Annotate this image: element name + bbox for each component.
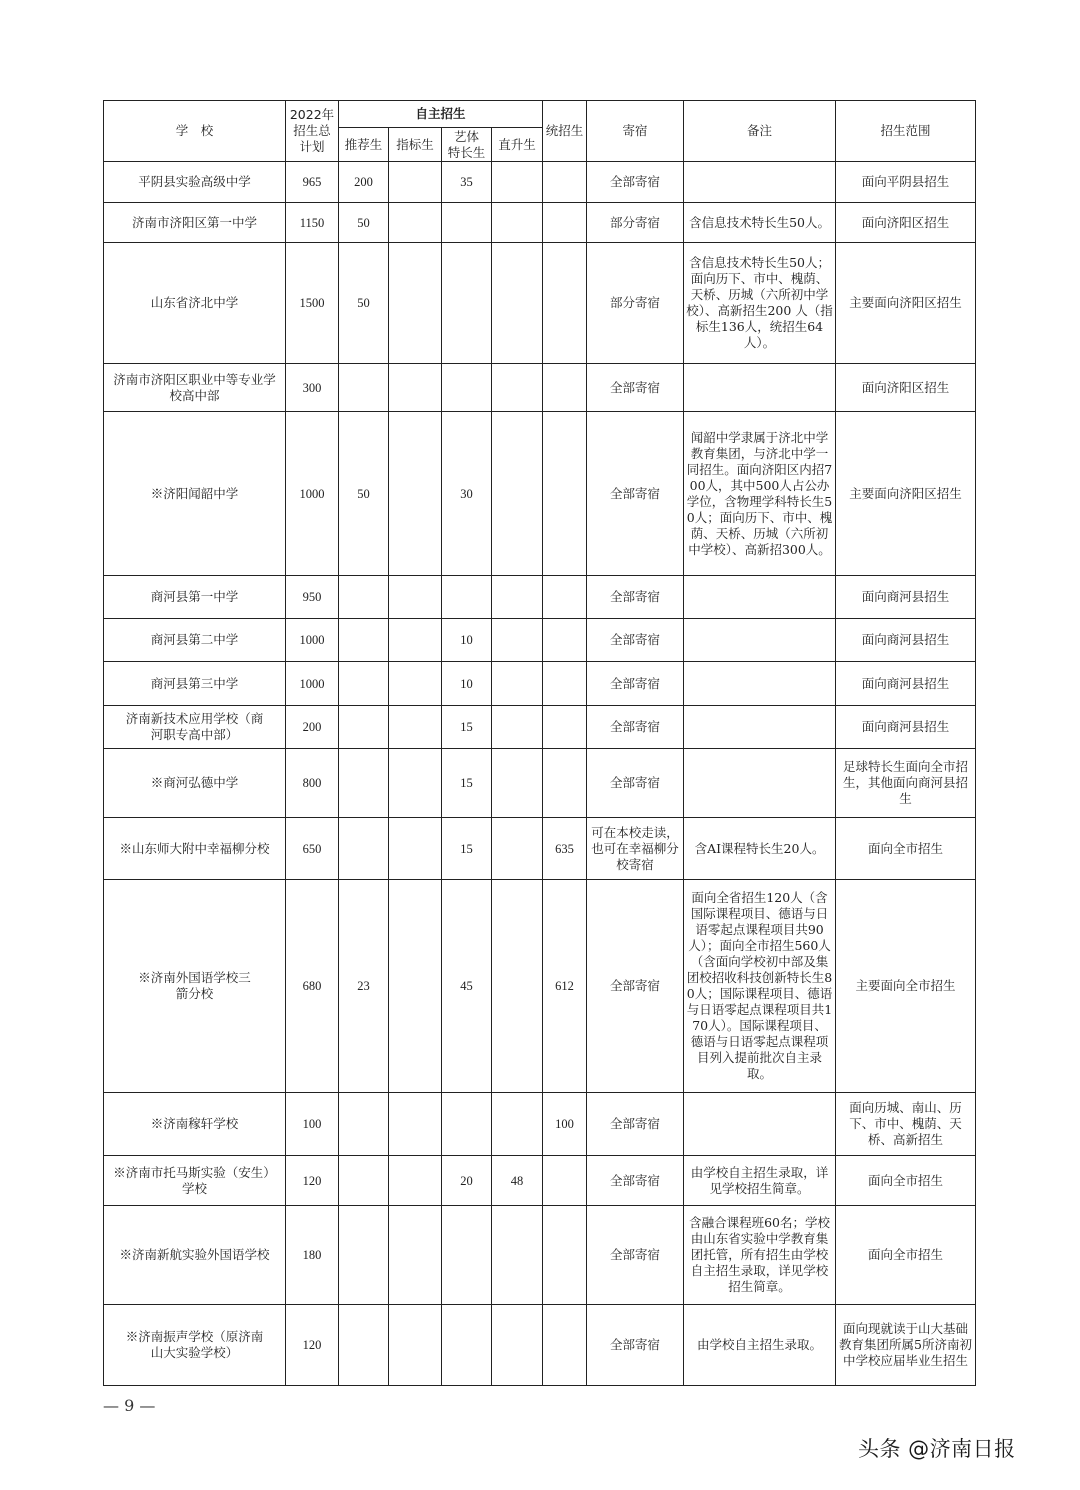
enrollment-table [103, 100, 976, 1386]
table-row [104, 662, 976, 706]
recommend-cell: 50 [339, 243, 389, 364]
school-name: 商河县第一中学 [150, 589, 239, 604]
direct-cell [492, 880, 543, 1093]
scope-cell: 足球特长生面向全市招生，其他面向商河县招生 [836, 749, 976, 818]
arts-cell: 10 [442, 619, 492, 662]
school-cell [104, 1206, 286, 1305]
school-name: ※济南市托马斯实验（安生）学校 [113, 1164, 276, 1196]
scope-cell: 面向平阴县招生 [836, 162, 976, 203]
unified-cell [543, 706, 587, 749]
quota-cell [389, 880, 442, 1093]
boarding-cell: 全部寄宿 [587, 619, 684, 662]
school-name: ※济南新航实验外国语学校 [119, 1247, 270, 1262]
table-row [104, 880, 976, 1093]
remarks-cell [684, 749, 836, 818]
quota-cell [389, 1093, 442, 1156]
boarding-cell: 全部寄宿 [587, 412, 684, 576]
scope-cell: 面向商河县招生 [836, 706, 976, 749]
arts-cell: 35 [442, 162, 492, 203]
quota-cell [389, 662, 442, 706]
remarks-cell [684, 576, 836, 619]
recommend-cell [339, 818, 389, 880]
scope-cell: 主要面向全市招生 [836, 880, 976, 1093]
scope-cell: 面向历城、南山、历下、市中、槐荫、天桥、高新招生 [836, 1093, 976, 1156]
school-name: ※济阳闻韶中学 [150, 485, 239, 501]
boarding-cell: 全部寄宿 [587, 364, 684, 412]
table-row [104, 412, 976, 576]
header-self-enrollment: 自主招生 [339, 101, 543, 128]
header-boarding: 寄宿 [587, 101, 684, 162]
remarks-cell: 含融合课程班60名；学校由山东省实验中学教育集团托管，所有招生由学校自主招生录取，详见学校招生简章。 [684, 1206, 836, 1305]
scope-cell: 面向商河县招生 [836, 576, 976, 619]
plan-cell: 1150 [286, 203, 339, 243]
remarks-cell: 闻韶中学隶属于济北中学教育集团，与济北中学一同招生。面向济阳区内招700人，其中500人占公办学位，含物理学科特长生50人；面向历下、市中、槐荫、天桥、历城（六所初中学校）、高新招300人。 [684, 412, 836, 576]
direct-cell: 48 [492, 1156, 543, 1206]
direct-cell [492, 412, 543, 576]
school-cell [104, 818, 286, 880]
recommend-cell [339, 662, 389, 706]
plan-cell: 1000 [286, 412, 339, 576]
table-row [104, 818, 976, 880]
recommend-cell [339, 619, 389, 662]
plan-cell: 950 [286, 576, 339, 619]
recommend-cell [339, 1156, 389, 1206]
boarding-cell: 全部寄宿 [587, 1305, 684, 1386]
school-cell [104, 749, 286, 818]
scope-cell: 面向济阳区招生 [836, 364, 976, 412]
school-cell [104, 412, 286, 576]
direct-cell [492, 576, 543, 619]
school-cell [104, 1305, 286, 1386]
recommend-cell: 50 [339, 412, 389, 576]
unified-cell [543, 364, 587, 412]
boarding-cell: 全部寄宿 [587, 576, 684, 619]
quota-cell [389, 1305, 442, 1386]
plan-cell: 1500 [286, 243, 339, 364]
boarding-cell: 可在本校走读，也可在幸福柳分校寄宿 [587, 818, 684, 880]
plan-cell: 965 [286, 162, 339, 203]
direct-cell [492, 706, 543, 749]
school-cell [104, 243, 286, 364]
arts-cell: 10 [442, 662, 492, 706]
recommend-cell [339, 749, 389, 818]
table-row [104, 162, 976, 203]
unified-cell [543, 243, 587, 364]
scope-cell: 面向济阳区招生 [836, 203, 976, 243]
header-recommend: 推荐生 [339, 128, 389, 162]
arts-cell: 15 [442, 818, 492, 880]
recommend-cell [339, 364, 389, 412]
quota-cell [389, 1206, 442, 1305]
plan-cell: 800 [286, 749, 339, 818]
direct-cell [492, 364, 543, 412]
direct-cell [492, 243, 543, 364]
remarks-cell: 含AI课程特长生20人。 [684, 818, 836, 880]
table-row [104, 749, 976, 818]
table-row [104, 706, 976, 749]
header-arts: 艺体 特长生 [442, 128, 492, 162]
remarks-cell [684, 619, 836, 662]
direct-cell [492, 162, 543, 203]
school-name: 平阴县实验高级中学 [138, 174, 251, 189]
recommend-cell [339, 1206, 389, 1305]
school-name: ※济南稼轩学校 [150, 1116, 239, 1131]
header-quota: 指标生 [389, 128, 442, 162]
remarks-cell: 含信息技术特长生50人。 [684, 203, 836, 243]
school-name: 济南市济阳区第一中学 [131, 214, 257, 230]
arts-cell: 45 [442, 880, 492, 1093]
remarks-cell: 由学校自主招生录取。 [684, 1305, 836, 1386]
recommend-cell [339, 1305, 389, 1386]
boarding-cell: 部分寄宿 [587, 203, 684, 243]
school-cell [104, 364, 286, 412]
school-cell [104, 619, 286, 662]
remarks-cell [684, 706, 836, 749]
unified-cell [543, 749, 587, 818]
scope-cell: 面向全市招生 [836, 1206, 976, 1305]
scope-cell: 面向全市招生 [836, 1156, 976, 1206]
direct-cell [492, 818, 543, 880]
boarding-cell: 全部寄宿 [587, 749, 684, 818]
table-row [104, 364, 976, 412]
unified-cell [543, 619, 587, 662]
scope-cell: 面向商河县招生 [836, 619, 976, 662]
quota-cell [389, 749, 442, 818]
direct-cell [492, 203, 543, 243]
quota-cell [389, 619, 442, 662]
remarks-cell: 由学校自主招生录取，详见学校招生简章。 [684, 1156, 836, 1206]
school-cell [104, 662, 286, 706]
arts-cell: 30 [442, 412, 492, 576]
school-name: ※济南外国语学校三箭分校 [138, 970, 251, 1001]
school-name: 山东省济北中学 [150, 295, 239, 310]
school-cell [104, 1156, 286, 1206]
boarding-cell: 全部寄宿 [587, 880, 684, 1093]
boarding-cell: 全部寄宿 [587, 1156, 684, 1206]
direct-cell [492, 1093, 543, 1156]
direct-cell [492, 749, 543, 818]
plan-cell: 180 [286, 1206, 339, 1305]
header-plan: 2022年 招生总 计划 [286, 101, 339, 162]
boarding-cell: 全部寄宿 [587, 1206, 684, 1305]
quota-cell [389, 364, 442, 412]
arts-cell [442, 576, 492, 619]
plan-cell: 100 [286, 1093, 339, 1156]
page-number: — 9 — [103, 1396, 156, 1415]
header-direct: 直升生 [492, 128, 543, 162]
school-name: 济南市济阳区职业中等专业学校高中部 [113, 371, 276, 403]
remarks-cell [684, 364, 836, 412]
remarks-cell: 面向全省招生120人（含国际课程项目、德语与日语零起点课程项目共90人）；面向全市招生560人（含面向学校初中部及集团校招收科技创新特长生80人；国际课程项目、德语与日语零起点课程项目共170人）。国际课程项目、德语与日语零起点课程项目列入提前批次自主录取。 [684, 880, 836, 1093]
unified-cell [543, 576, 587, 619]
remarks-cell [684, 662, 836, 706]
boarding-cell: 全部寄宿 [587, 1093, 684, 1156]
scope-cell: 主要面向济阳区招生 [836, 412, 976, 576]
table-row [104, 1305, 976, 1386]
table-row [104, 1093, 976, 1156]
header-scope: 招生范围 [836, 101, 976, 162]
recommend-cell [339, 1093, 389, 1156]
plan-cell: 120 [286, 1156, 339, 1206]
direct-cell [492, 1305, 543, 1386]
quota-cell [389, 243, 442, 364]
recommend-cell: 50 [339, 203, 389, 243]
school-name: ※济南振声学校（原济南山大实验学校） [125, 1329, 264, 1360]
school-cell [104, 203, 286, 243]
arts-cell [442, 1093, 492, 1156]
remarks-cell: 含信息技术特长生50人；面向历下、市中、槐荫、天桥、历城（六所初中学校）、高新招生200 人（指标生136人，统招生64人）。 [684, 243, 836, 364]
unified-cell: 612 [543, 880, 587, 1093]
school-cell [104, 880, 286, 1093]
direct-cell [492, 662, 543, 706]
arts-cell [442, 1206, 492, 1305]
school-cell [104, 1093, 286, 1156]
arts-cell [442, 243, 492, 364]
plan-cell: 1000 [286, 662, 339, 706]
recommend-cell [339, 576, 389, 619]
quota-cell [389, 412, 442, 576]
quota-cell [389, 706, 442, 749]
unified-cell [543, 412, 587, 576]
table-row [104, 243, 976, 364]
scope-cell: 面向现就读于山大基础教育集团所属5所济南初中学校应届毕业生招生 [836, 1305, 976, 1386]
table-row [104, 1206, 976, 1305]
header-remarks: 备注 [684, 101, 836, 162]
boarding-cell: 部分寄宿 [587, 243, 684, 364]
scope-cell: 主要面向济阳区招生 [836, 243, 976, 364]
plan-cell: 680 [286, 880, 339, 1093]
unified-cell [543, 162, 587, 203]
unified-cell [543, 203, 587, 243]
table-row [104, 619, 976, 662]
boarding-cell: 全部寄宿 [587, 162, 684, 203]
arts-cell [442, 203, 492, 243]
arts-cell: 15 [442, 749, 492, 818]
arts-cell: 20 [442, 1156, 492, 1206]
header-unified: 统招生 [543, 101, 587, 162]
recommend-cell [339, 706, 389, 749]
school-cell [104, 706, 286, 749]
table-row [104, 576, 976, 619]
quota-cell [389, 162, 442, 203]
school-name: 济南新技术应用学校（商河职专高中部） [125, 711, 264, 742]
plan-cell: 120 [286, 1305, 339, 1386]
table-row [104, 203, 976, 243]
quota-cell [389, 203, 442, 243]
recommend-cell: 23 [339, 880, 389, 1093]
unified-cell [543, 1156, 587, 1206]
school-cell [104, 162, 286, 203]
table-row [104, 1156, 976, 1206]
quota-cell [389, 576, 442, 619]
watermark-logo: 头条 @济南日报 [858, 1437, 1016, 1461]
arts-cell [442, 1305, 492, 1386]
plan-cell: 300 [286, 364, 339, 412]
unified-cell [543, 1206, 587, 1305]
school-name: 商河县第三中学 [150, 675, 239, 691]
recommend-cell: 200 [339, 162, 389, 203]
school-name: 商河县第二中学 [150, 632, 239, 647]
plan-cell: 200 [286, 706, 339, 749]
direct-cell [492, 1206, 543, 1305]
quota-cell [389, 1156, 442, 1206]
unified-cell: 635 [543, 818, 587, 880]
school-cell [104, 576, 286, 619]
quota-cell [389, 818, 442, 880]
remarks-cell [684, 162, 836, 203]
arts-cell [442, 364, 492, 412]
boarding-cell: 全部寄宿 [587, 706, 684, 749]
unified-cell [543, 662, 587, 706]
arts-cell: 15 [442, 706, 492, 749]
unified-cell: 100 [543, 1093, 587, 1156]
unified-cell [543, 1305, 587, 1386]
scope-cell: 面向商河县招生 [836, 662, 976, 706]
school-name: ※山东师大附中幸福柳分校 [119, 840, 270, 856]
scope-cell: 面向全市招生 [836, 818, 976, 880]
plan-cell: 650 [286, 818, 339, 880]
header-school: 学 校 [104, 101, 286, 162]
direct-cell [492, 619, 543, 662]
boarding-cell: 全部寄宿 [587, 662, 684, 706]
school-name: ※商河弘德中学 [150, 775, 239, 790]
remarks-cell [684, 1093, 836, 1156]
plan-cell: 1000 [286, 619, 339, 662]
